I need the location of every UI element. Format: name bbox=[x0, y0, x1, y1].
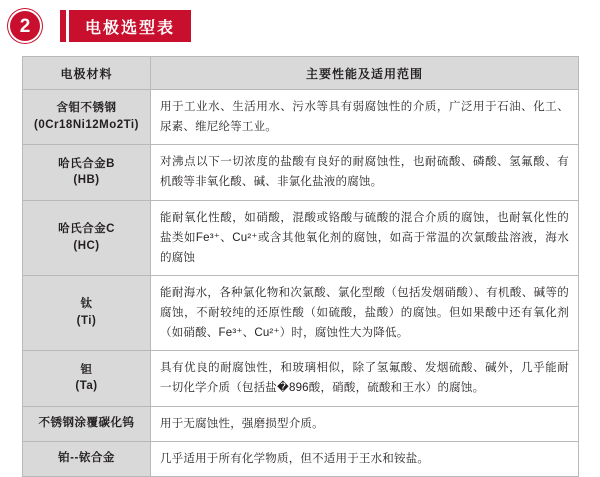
material-line: 钛 bbox=[80, 298, 93, 311]
table-row bbox=[23, 200, 579, 275]
material-line: 铂--铱合金 bbox=[58, 452, 115, 465]
section-header bbox=[0, 8, 191, 44]
material-line: 哈氏合金C bbox=[58, 223, 115, 236]
material-line: (Ta) bbox=[75, 380, 98, 393]
material-line: (0Cr18Ni12Mo2Ti) bbox=[34, 119, 139, 132]
electrode-selection-table bbox=[22, 56, 579, 477]
material-line: 不锈钢涂覆碳化钨 bbox=[38, 417, 135, 430]
table-row bbox=[23, 275, 579, 350]
material-line: 哈氏合金B bbox=[58, 157, 115, 170]
material-line: 钽 bbox=[80, 363, 93, 376]
electrode-selection-table-wrap bbox=[22, 56, 578, 477]
cell-description: 能耐海水，各种氯化物和次氯酸、氯化型酸（包括发烟硝酸）、有机酸、碱等的腐蚀，不耐较纯的还原性酸（如硫酸，盐酸）的腐蚀。但如果酸中还有氧化剂（如硝酸、Fe³⁺、Cu²⁺）时，腐蚀性大为降低。 bbox=[151, 275, 579, 350]
cell-material bbox=[23, 145, 151, 200]
cell-description: 具有优良的耐腐蚀性，和玻璃相似，除了氢氟酸、发烟硫酸、碱外，几乎能耐一切化学介质（包括盐�896酸，硝酸，硫酸和王水）的腐蚀。 bbox=[151, 351, 579, 406]
material-line: (HB) bbox=[73, 174, 100, 187]
cell-material bbox=[23, 90, 151, 145]
section-title-bar bbox=[60, 10, 191, 42]
cell-material bbox=[23, 200, 151, 275]
page-title: 电极选型表 bbox=[69, 10, 191, 42]
table-header-row bbox=[23, 57, 579, 90]
cell-material bbox=[23, 351, 151, 406]
table-row bbox=[23, 351, 579, 406]
table-row bbox=[23, 406, 579, 441]
cell-material bbox=[23, 441, 151, 476]
section-number-badge: 2 bbox=[8, 9, 42, 43]
material-line: (HC) bbox=[73, 239, 100, 252]
table-body bbox=[23, 90, 579, 477]
cell-description: 用于无腐蚀性，强磨损型介质。 bbox=[151, 406, 579, 441]
table-row bbox=[23, 90, 579, 145]
table-row bbox=[23, 441, 579, 476]
table-row bbox=[23, 145, 579, 200]
cell-description: 用于工业水、生活用水、污水等具有弱腐蚀性的介质，广泛用于石油、化工、尿素、维尼纶等工业。 bbox=[151, 90, 579, 145]
cell-material bbox=[23, 406, 151, 441]
title-accent-bar bbox=[60, 10, 66, 42]
cell-description: 能耐氧化性酸，如硝酸，混酸或铬酸与硫酸的混合介质的腐蚀，也耐氧化性的盐类如Fe³⁺、Cu²⁺或含其他氧化剂的腐蚀，如高于常温的次氯酸盐溶液，海水的腐蚀 bbox=[151, 200, 579, 275]
cell-description: 对沸点以下一切浓度的盐酸有良好的耐腐蚀性，也耐硫酸、磷酸、氢氟酸、有机酸等非氧化酸、碱、非氯化盐液的腐蚀。 bbox=[151, 145, 579, 200]
cell-material bbox=[23, 275, 151, 350]
column-header-performance: 主要性能及适用范围 bbox=[151, 57, 579, 90]
cell-description: 几乎适用于所有化学物质，但不适用于王水和铵盐。 bbox=[151, 441, 579, 476]
material-line: (Ti) bbox=[76, 315, 97, 328]
material-line: 含钼不锈钢 bbox=[56, 102, 117, 115]
column-header-material: 电极材料 bbox=[23, 57, 151, 90]
